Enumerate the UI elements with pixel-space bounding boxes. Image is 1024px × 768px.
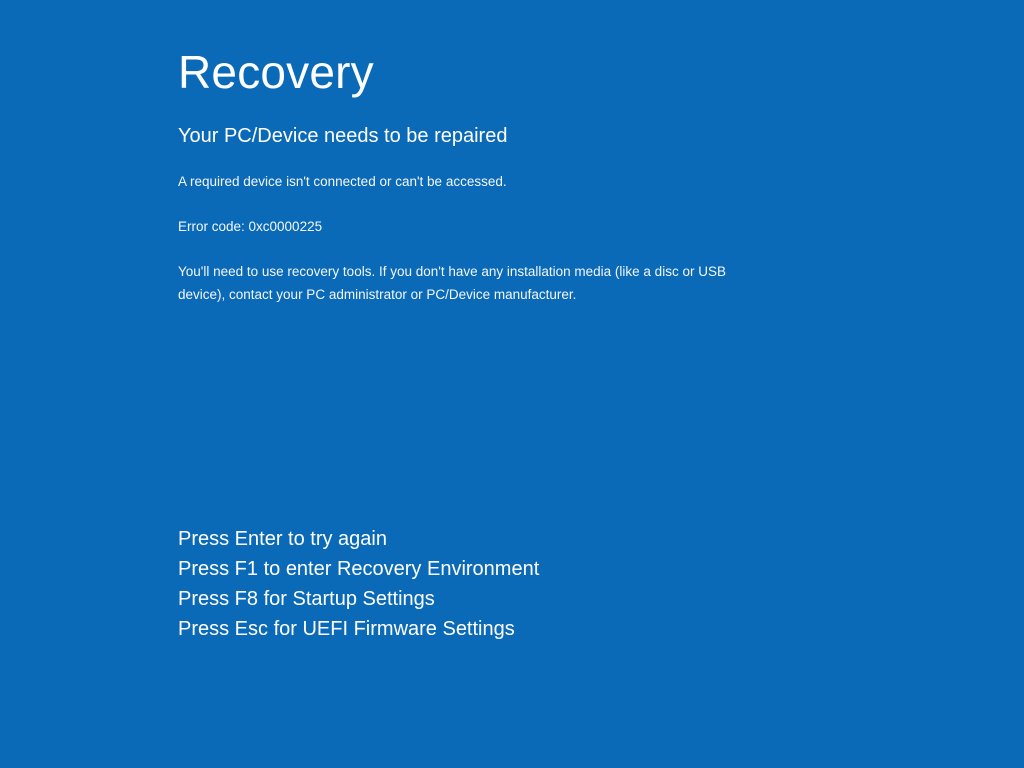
recovery-reason-text: A required device isn't connected or can't be accessed. xyxy=(178,174,507,189)
error-code-text: Error code: 0xc0000225 xyxy=(178,219,323,234)
recovery-subtitle: Your PC/Device needs to be repaired xyxy=(178,125,508,147)
page-title: Recovery xyxy=(178,46,374,98)
action-press-esc[interactable]: Press Esc for UEFI Firmware Settings xyxy=(178,618,515,640)
recovery-actions-list xyxy=(178,524,878,644)
action-press-f8[interactable]: Press F8 for Startup Settings xyxy=(178,588,435,610)
action-press-enter[interactable]: Press Enter to try again xyxy=(178,528,387,550)
recovery-instructions-text: You'll need to use recovery tools. If you don't have any installation media (like a disc or USB device), contact your PC administrator or PC/Device manufacturer. xyxy=(178,264,726,302)
action-press-f1[interactable]: Press F1 to enter Recovery Environment xyxy=(178,558,540,580)
recovery-message-block xyxy=(178,44,878,306)
